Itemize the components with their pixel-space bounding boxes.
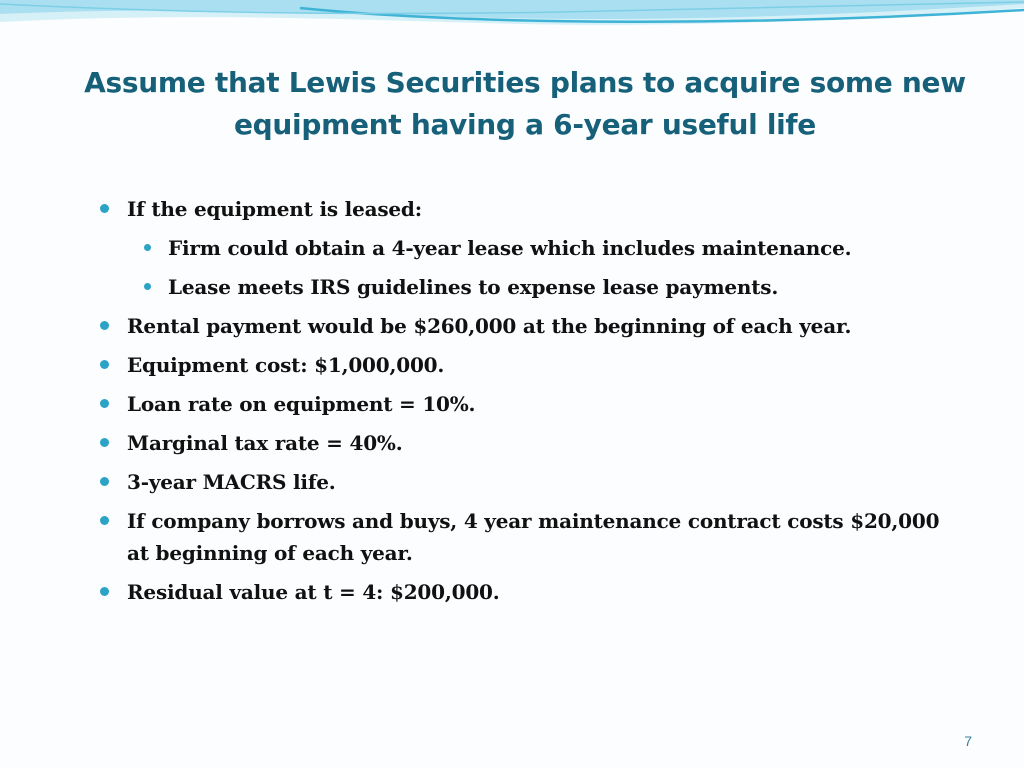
bullet-item [0,388,1024,420]
sub-bullet-item [0,271,1024,303]
bullet-dot-icon [100,399,109,408]
bullet-item [0,193,1024,225]
bullet-dot-icon [100,321,109,330]
bullet-text: Lease meets IRS guidelines to expense lease payments. [168,275,779,299]
header-wave-decoration [0,0,1024,40]
page-number: 7 [964,733,972,749]
bullet-text: If company borrows and buys, 4 year maintenance contract costs $20,000 at beginning of each year. [127,509,940,565]
bullet-item [0,349,1024,381]
bullet-text: Residual value at t = 4: $200,000. [127,580,500,604]
bullet-text: Marginal tax rate = 40%. [127,431,403,455]
sub-bullet-item [0,232,1024,264]
bullet-text: 3-year MACRS life. [127,470,336,494]
bullet-text: Loan rate on equipment = 10%. [127,392,476,416]
bullet-list [0,193,1024,615]
bullet-text: Rental payment would be $260,000 at the beginning of each year. [127,314,852,338]
bullet-dot-icon [100,516,109,525]
bullet-item [0,310,1024,342]
bullet-dot-icon [100,204,109,213]
bullet-item [0,427,1024,459]
bullet-dot-icon [100,587,109,596]
bullet-item [0,576,1024,608]
slide-title: Assume that Lewis Securities plans to acquire some new equipment having a 6-year useful life [84,66,966,141]
bullet-text: If the equipment is leased: [127,197,422,221]
bullet-dot-icon [144,244,151,251]
bullet-text: Equipment cost: $1,000,000. [127,353,445,377]
bullet-item [0,505,1024,569]
bullet-dot-icon [100,438,109,447]
bullet-dot-icon [100,360,109,369]
bullet-text: Firm could obtain a 4-year lease which includes maintenance. [168,236,852,260]
bullet-item [0,466,1024,498]
bullet-dot-icon [100,477,109,486]
bullet-dot-icon [144,283,151,290]
